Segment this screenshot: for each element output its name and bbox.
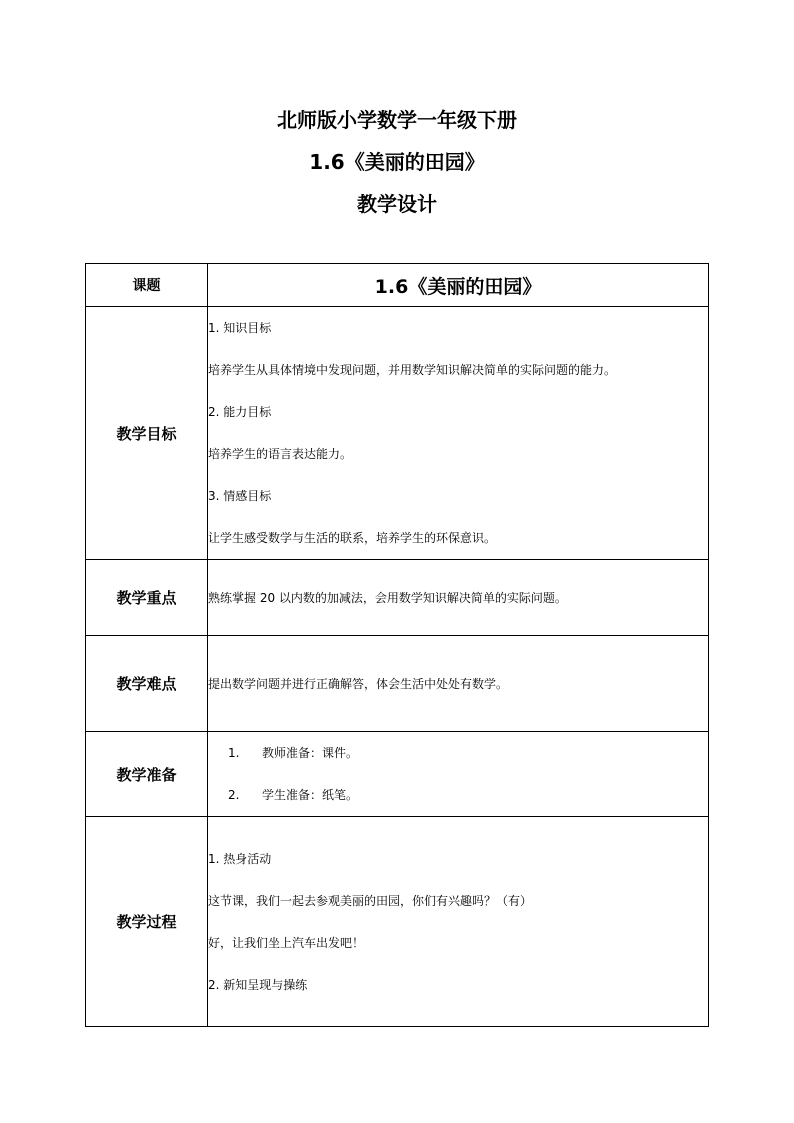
difficulties-text: 提出数学问题并进行正确解答，体会生活中处处有数学。 xyxy=(208,676,509,691)
objectives-line: 培养学生从具体情境中发现问题，并用数学知识解决简单的实际问题的能力。 xyxy=(208,363,617,377)
list-item-text: 教师准备：课件。 xyxy=(262,746,359,760)
table-row-objectives xyxy=(86,307,709,560)
lesson-plan-table xyxy=(85,263,709,1027)
list-item-number: 2. xyxy=(228,788,240,802)
table-row-key-points xyxy=(86,560,709,636)
document-title: 北师版小学数学一年级下册 xyxy=(277,108,517,132)
header-value: 1.6《美丽的田园》 xyxy=(208,264,709,307)
list-item xyxy=(208,744,708,762)
table-row-process xyxy=(86,817,709,1027)
process-line: 好，让我们坐上汽车出发吧！ xyxy=(208,935,365,950)
objectives-line: 3. 情感目标 xyxy=(208,489,272,503)
process-content xyxy=(208,817,709,1027)
process-label: 教学过程 xyxy=(86,817,208,1027)
key-points-content xyxy=(208,560,709,636)
objectives-line: 2. 能力目标 xyxy=(208,405,272,419)
difficulties-label: 教学难点 xyxy=(86,636,208,732)
objectives-line: 培养学生的语言表达能力。 xyxy=(208,447,353,461)
preparation-label: 教学准备 xyxy=(86,732,208,817)
objectives-line: 让学生感受数学与生活的联系，培养学生的环保意识。 xyxy=(208,531,497,545)
table-row-preparation xyxy=(86,732,709,817)
lesson-title: 1.6《美丽的田园》 xyxy=(309,150,485,174)
objectives-line: 1. 知识目标 xyxy=(208,321,272,335)
list-item-text: 学生准备：纸笔。 xyxy=(262,788,359,802)
process-line: 这节课，我们一起去参观美丽的田园，你们有兴趣吗？（有） xyxy=(208,893,533,908)
objectives-content xyxy=(208,307,709,560)
table-row-header xyxy=(86,264,709,307)
objectives-label: 教学目标 xyxy=(86,307,208,560)
key-points-label: 教学重点 xyxy=(86,560,208,636)
header-label: 课题 xyxy=(86,264,208,307)
preparation-content xyxy=(208,732,709,817)
document-subtitle: 教学设计 xyxy=(357,192,437,216)
process-line: 1. 热身活动 xyxy=(208,851,272,866)
process-line: 2. 新知呈现与操练 xyxy=(208,977,308,992)
list-item-number: 1. xyxy=(228,746,240,760)
list-item xyxy=(208,786,708,804)
table-row-difficulties xyxy=(86,636,709,732)
key-points-text: 熟练掌握 20 以内数的加减法，会用数学知识解决简单的实际问题。 xyxy=(208,590,567,605)
difficulties-content xyxy=(208,636,709,732)
preparation-list xyxy=(208,744,708,804)
